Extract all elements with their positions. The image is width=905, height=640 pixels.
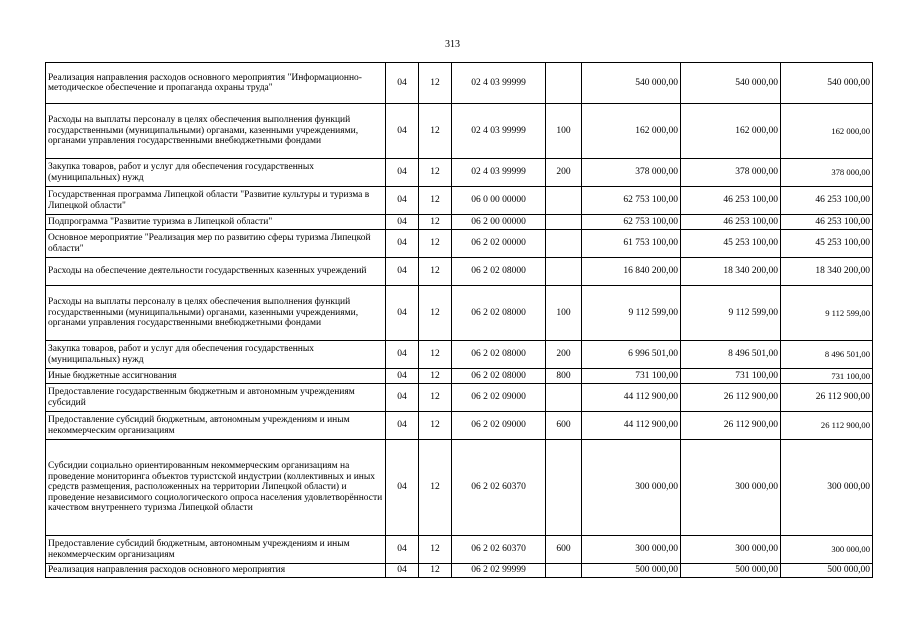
subsection-code: 12 [419,104,452,159]
amount-year-2: 8 496 501,00 [681,341,781,369]
table-row [46,159,873,187]
expense-type-code [546,230,582,258]
target-article-code: 02 4 03 99999 [452,159,546,187]
row-name: Реализация направления расходов основного мероприятия "Информационно-методическое обеспечение и пропаганда охраны труда" [46,63,386,104]
section-code: 04 [386,63,419,104]
subsection-code: 12 [419,536,452,564]
subsection-code: 12 [419,215,452,230]
amount-year-1: 44 112 900,00 [582,412,681,440]
row-name: Предоставление субсидий бюджетным, автономным учреждениям и иным некоммерческим организациям [46,412,386,440]
expense-type-code: 600 [546,412,582,440]
expense-type-code: 800 [546,369,582,384]
amount-year-1: 300 000,00 [582,440,681,536]
row-name: Предоставление государственным бюджетным и автономным учреждениям субсидий [46,384,386,412]
table-row [46,536,873,564]
amount-year-1: 62 753 100,00 [582,215,681,230]
row-name: Предоставление субсидий бюджетным, автономным учреждениям и иным некоммерческим организациям [46,536,386,564]
amount-year-3: 9 112 599,00 [781,286,873,341]
amount-year-1: 731 100,00 [582,369,681,384]
table-row [46,412,873,440]
amount-year-2: 45 253 100,00 [681,230,781,258]
section-code: 04 [386,187,419,215]
row-name: Реализация направления расходов основного мероприятия [46,564,386,578]
row-name: Закупка товаров, работ и услуг для обеспечения государственных (муниципальных) нужд [46,159,386,187]
amount-year-1: 6 996 501,00 [582,341,681,369]
target-article-code: 02 4 03 99999 [452,104,546,159]
expense-type-code [546,440,582,536]
table-row [46,564,873,578]
expense-type-code [546,215,582,230]
target-article-code: 06 2 02 99999 [452,564,546,578]
subsection-code: 12 [419,440,452,536]
budget-table [45,62,873,578]
amount-year-3: 300 000,00 [781,536,873,564]
target-article-code: 06 2 02 08000 [452,369,546,384]
subsection-code: 12 [419,341,452,369]
amount-year-2: 378 000,00 [681,159,781,187]
section-code: 04 [386,230,419,258]
section-code: 04 [386,536,419,564]
subsection-code: 12 [419,187,452,215]
amount-year-1: 540 000,00 [582,63,681,104]
row-name: Основное мероприятие "Реализация мер по развитию сферы туризма Липецкой области" [46,230,386,258]
amount-year-2: 26 112 900,00 [681,384,781,412]
table-row [46,440,873,536]
amount-year-3: 46 253 100,00 [781,187,873,215]
row-name: Иные бюджетные ассигнования [46,369,386,384]
table-row [46,215,873,230]
row-name: Субсидии социально ориентированным некоммерческим организациям на проведение мониторинга объектов туристской индустрии (коллективных и иных средств размещения, расположенных на территории Липецкой области) и проведение независимого социологического опроса населения удовлетворённости качеством внутреннего туризма Липецкой области [46,440,386,536]
row-name: Расходы на выплаты персоналу в целях обеспечения выполнения функций государственными (муниципальными) органами, казенными учреждениями, органами управления государственными внебюджетными фондами [46,286,386,341]
target-article-code: 06 2 02 08000 [452,286,546,341]
amount-year-2: 46 253 100,00 [681,215,781,230]
amount-year-3: 26 112 900,00 [781,384,873,412]
amount-year-2: 300 000,00 [681,440,781,536]
expense-type-code: 600 [546,536,582,564]
section-code: 04 [386,258,419,286]
amount-year-1: 16 840 200,00 [582,258,681,286]
row-name: Закупка товаров, работ и услуг для обеспечения государственных (муниципальных) нужд [46,341,386,369]
subsection-code: 12 [419,369,452,384]
table-row [46,286,873,341]
table-row [46,258,873,286]
row-name: Государственная программа Липецкой области "Развитие культуры и туризма в Липецкой области" [46,187,386,215]
amount-year-2: 300 000,00 [681,536,781,564]
section-code: 04 [386,412,419,440]
subsection-code: 12 [419,564,452,578]
section-code: 04 [386,159,419,187]
amount-year-1: 500 000,00 [582,564,681,578]
table-row [46,341,873,369]
amount-year-1: 378 000,00 [582,159,681,187]
target-article-code: 02 4 03 99999 [452,63,546,104]
amount-year-3: 18 340 200,00 [781,258,873,286]
target-article-code: 06 2 02 00000 [452,230,546,258]
amount-year-3: 45 253 100,00 [781,230,873,258]
amount-year-2: 9 112 599,00 [681,286,781,341]
amount-year-3: 26 112 900,00 [781,412,873,440]
target-article-code: 06 2 02 60370 [452,536,546,564]
target-article-code: 06 2 02 60370 [452,440,546,536]
table-row [46,187,873,215]
amount-year-3: 300 000,00 [781,440,873,536]
section-code: 04 [386,384,419,412]
amount-year-1: 44 112 900,00 [582,384,681,412]
expense-type-code: 100 [546,104,582,159]
section-code: 04 [386,215,419,230]
row-name: Расходы на обеспечение деятельности государственных казенных учреждений [46,258,386,286]
expense-type-code [546,187,582,215]
row-name: Расходы на выплаты персоналу в целях обеспечения выполнения функций государственными (муниципальными) органами, казенными учреждениями, органами управления государственными внебюджетными фондами [46,104,386,159]
subsection-code: 12 [419,230,452,258]
amount-year-2: 540 000,00 [681,63,781,104]
amount-year-3: 378 000,00 [781,159,873,187]
amount-year-3: 540 000,00 [781,63,873,104]
subsection-code: 12 [419,63,452,104]
subsection-code: 12 [419,286,452,341]
amount-year-2: 46 253 100,00 [681,187,781,215]
subsection-code: 12 [419,412,452,440]
section-code: 04 [386,286,419,341]
table-row [46,369,873,384]
table-row [46,230,873,258]
amount-year-1: 62 753 100,00 [582,187,681,215]
amount-year-3: 500 000,00 [781,564,873,578]
amount-year-1: 300 000,00 [582,536,681,564]
target-article-code: 06 2 00 00000 [452,215,546,230]
table-row [46,63,873,104]
amount-year-1: 162 000,00 [582,104,681,159]
amount-year-2: 731 100,00 [681,369,781,384]
target-article-code: 06 2 02 09000 [452,412,546,440]
target-article-code: 06 2 02 09000 [452,384,546,412]
row-name: Подпрограмма "Развитие туризма в Липецкой области" [46,215,386,230]
expense-type-code: 200 [546,341,582,369]
amount-year-1: 61 753 100,00 [582,230,681,258]
amount-year-2: 500 000,00 [681,564,781,578]
target-article-code: 06 2 02 08000 [452,341,546,369]
table-row [46,384,873,412]
amount-year-3: 731 100,00 [781,369,873,384]
amount-year-3: 8 496 501,00 [781,341,873,369]
section-code: 04 [386,564,419,578]
table-row [46,104,873,159]
target-article-code: 06 2 02 08000 [452,258,546,286]
amount-year-2: 162 000,00 [681,104,781,159]
amount-year-3: 162 000,00 [781,104,873,159]
section-code: 04 [386,440,419,536]
section-code: 04 [386,369,419,384]
expense-type-code [546,63,582,104]
amount-year-3: 46 253 100,00 [781,215,873,230]
amount-year-1: 9 112 599,00 [582,286,681,341]
subsection-code: 12 [419,258,452,286]
expense-type-code [546,384,582,412]
expense-type-code: 200 [546,159,582,187]
subsection-code: 12 [419,384,452,412]
amount-year-2: 26 112 900,00 [681,412,781,440]
target-article-code: 06 0 00 00000 [452,187,546,215]
expense-type-code: 100 [546,286,582,341]
section-code: 04 [386,341,419,369]
subsection-code: 12 [419,159,452,187]
expense-type-code [546,258,582,286]
expense-type-code [546,564,582,578]
amount-year-2: 18 340 200,00 [681,258,781,286]
section-code: 04 [386,104,419,159]
page-number: 313 [445,39,460,50]
